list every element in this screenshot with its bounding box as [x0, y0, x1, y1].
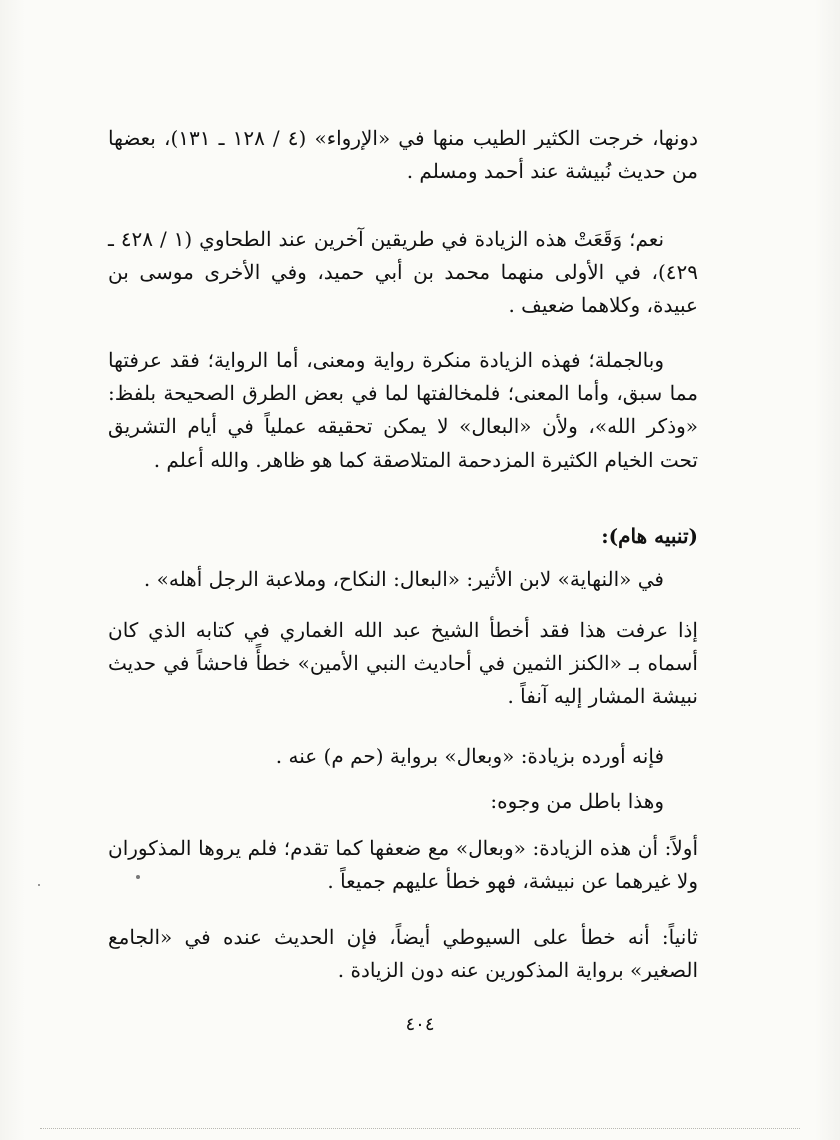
paragraph-8-text: وهذا باطل من وجوه:: [490, 789, 664, 813]
note-heading: [108, 520, 698, 553]
margin-speck: [136, 875, 140, 879]
paragraph-8: [108, 785, 698, 818]
note-heading-text: (تنبيه هام):: [601, 524, 698, 548]
paragraph-10: [108, 921, 698, 987]
paragraph-2-text: نعم؛ وَقَعَتْ هذه الزيادة في طريقين آخرين عند الطحاوي (١ / ٤٢٨ ـ ٤٢٩)، في الأولى منهما محمد بن أبي حميد، وفي الأخرى موسى بن عبيدة، وكلاهما ضعيف .: [108, 227, 698, 318]
paragraph-3-text: وبالجملة؛ فهذه الزيادة منكرة رواية ومعنى، أما الرواية؛ فقد عرفتها مما سبق، وأما المعنى؛ فلمخالفتها لما في بعض الطرق الصحيحة بلفظ: «وذكر الله»، ولأن «البعال» لا يمكن تحقيقه عملياً في أيام التشريق تحت الخيام الكثيرة المزدحمة المتلاصقة كما هو ظاهر. والله أعلم .: [108, 348, 698, 472]
paragraph-5: [108, 563, 698, 596]
page-number: ٤٠٤: [405, 1014, 435, 1035]
paragraph-6: [108, 614, 698, 714]
paragraph-9: [108, 832, 698, 898]
paragraph-1: [108, 122, 698, 188]
paragraph-6-text: إذا عرفت هذا فقد أخطأ الشيخ عبد الله الغماري في كتابه الذي كان أسماه بـ «الكنز الثمين في أحاديث النبي الأمين» خطأً فاحشاً في حديث نبيشة المشار إليه آنفاً .: [108, 618, 698, 709]
paragraph-1-text: دونها، خرجت الكثير الطيب منها في «الإرواء» (٤ / ١٢٨ ـ ١٣١)، بعضها من حديث نُبيشة عند أحمد ومسلم .: [108, 126, 698, 184]
scan-bottom-line: [40, 1128, 800, 1130]
paragraph-9-text: أولاً: أن هذه الزيادة: «وبعال» مع ضعفها كما تقدم؛ فلم يروها المذكوران ولا غيرهما عن نبيشة، فهو خطأ عليهم جميعاً .: [108, 836, 698, 894]
paragraph-5-text: في «النهاية» لابن الأثير: «البعال: النكاح، وملاعبة الرجل أهله» .: [143, 567, 664, 591]
paragraph-7: [108, 740, 698, 773]
left-margin-speck: [38, 884, 40, 886]
paragraph-3: [108, 344, 698, 477]
paragraph-10-text: ثانياً: أنه خطأ على السيوطي أيضاً، فإن الحديث عنده في «الجامع الصغير» برواية المذكورين عنه دون الزيادة .: [108, 925, 698, 983]
paragraph-7-text: فإنه أورده بزيادة: «وبعال» برواية (حم م) عنه .: [275, 744, 664, 768]
paragraph-2: [108, 223, 698, 323]
